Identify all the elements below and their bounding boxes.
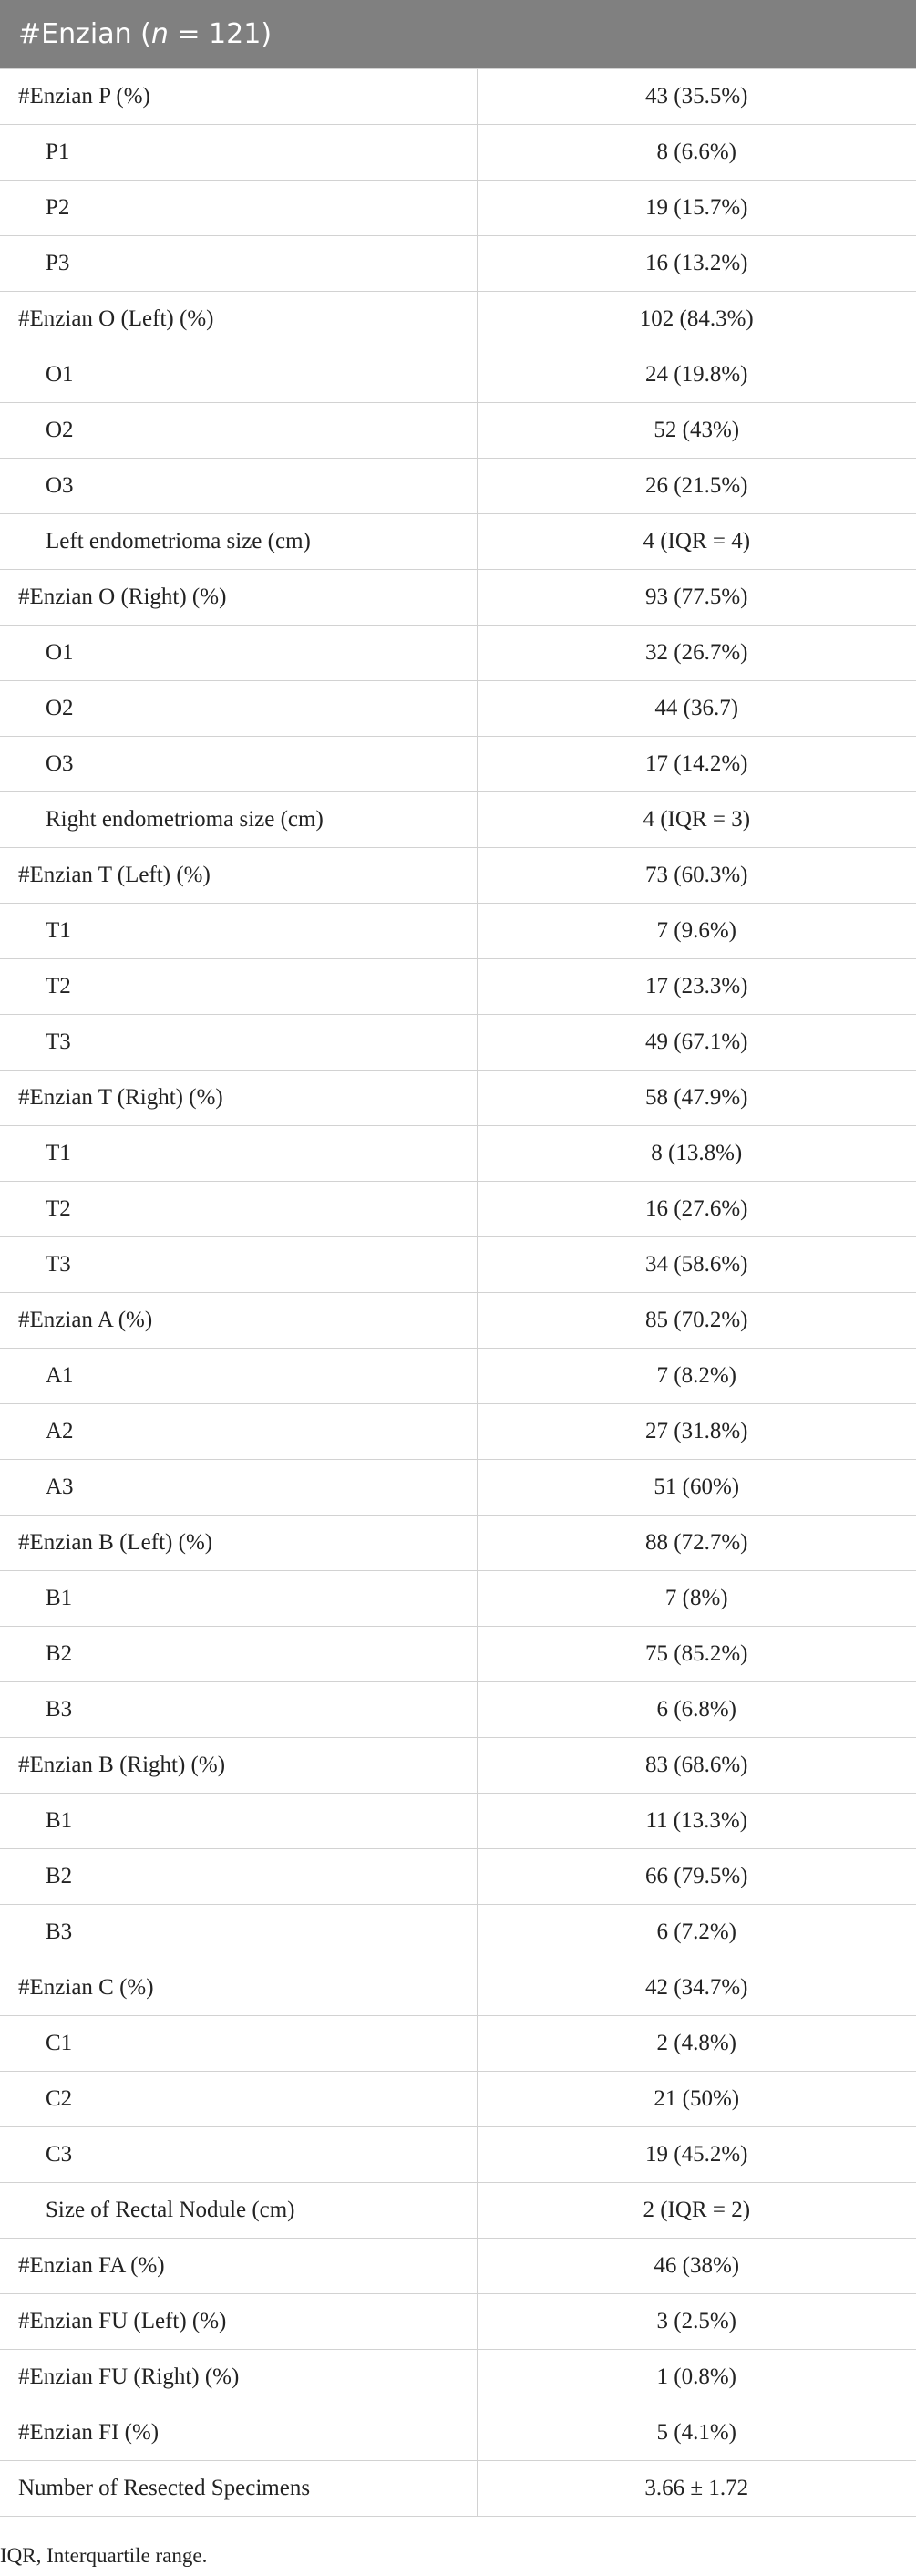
table-row: [0, 1738, 916, 1794]
header-n-label: n: [150, 18, 169, 50]
row-label: #Enzian FI (%): [0, 2405, 477, 2461]
row-label: #Enzian P (%): [0, 69, 477, 125]
row-value: 1 (0.8%): [477, 2350, 916, 2405]
table-row: [0, 570, 916, 626]
row-label: A2: [0, 1404, 477, 1460]
row-value: 16 (27.6%): [477, 1182, 916, 1237]
table-row: [0, 2183, 916, 2239]
row-label: B1: [0, 1794, 477, 1849]
row-label: Size of Rectal Nodule (cm): [0, 2183, 477, 2239]
table-row: [0, 626, 916, 681]
row-value: 4 (IQR = 3): [477, 792, 916, 848]
table-row: [0, 2461, 916, 2517]
row-label: T1: [0, 904, 477, 959]
row-value: 75 (85.2%): [477, 1627, 916, 1682]
row-label: O3: [0, 459, 477, 514]
row-value: 85 (70.2%): [477, 1293, 916, 1349]
row-label: T2: [0, 1182, 477, 1237]
row-label: #Enzian C (%): [0, 1960, 477, 2016]
table-row: [0, 181, 916, 236]
row-value: 51 (60%): [477, 1460, 916, 1516]
row-label: T1: [0, 1126, 477, 1182]
row-label: O2: [0, 403, 477, 459]
row-value: 17 (14.2%): [477, 737, 916, 792]
row-label: O1: [0, 347, 477, 403]
row-value: 19 (45.2%): [477, 2127, 916, 2183]
row-label: T3: [0, 1015, 477, 1071]
row-value: 11 (13.3%): [477, 1794, 916, 1849]
table-row: [0, 792, 916, 848]
row-label: O3: [0, 737, 477, 792]
table-row: [0, 1571, 916, 1627]
row-value: 17 (23.3%): [477, 959, 916, 1015]
row-label: B2: [0, 1849, 477, 1905]
row-value: 102 (84.3%): [477, 292, 916, 347]
table-row: [0, 848, 916, 904]
row-label: #Enzian B (Left) (%): [0, 1516, 477, 1571]
table-row: [0, 2350, 916, 2405]
row-value: 32 (26.7%): [477, 626, 916, 681]
row-value: 7 (9.6%): [477, 904, 916, 959]
table-row: [0, 2127, 916, 2183]
table-row: [0, 1905, 916, 1960]
row-value: 2 (IQR = 2): [477, 2183, 916, 2239]
row-value: 34 (58.6%): [477, 1237, 916, 1293]
row-label: C3: [0, 2127, 477, 2183]
row-value: 8 (13.8%): [477, 1126, 916, 1182]
row-label: #Enzian T (Right) (%): [0, 1071, 477, 1126]
table-row: [0, 292, 916, 347]
row-label: O1: [0, 626, 477, 681]
table-row: [0, 1126, 916, 1182]
table-row: [0, 347, 916, 403]
row-value: 5 (4.1%): [477, 2405, 916, 2461]
row-value: 6 (6.8%): [477, 1682, 916, 1738]
row-value: 4 (IQR = 4): [477, 514, 916, 570]
row-label: T3: [0, 1237, 477, 1293]
row-value: 19 (15.7%): [477, 181, 916, 236]
table-row: [0, 2405, 916, 2461]
table-body: [0, 69, 916, 2517]
row-label: P2: [0, 181, 477, 236]
row-value: 8 (6.6%): [477, 125, 916, 181]
table-row: [0, 959, 916, 1015]
row-label: P1: [0, 125, 477, 181]
header-prefix: #Enzian (: [18, 18, 151, 50]
table-row: [0, 1349, 916, 1404]
row-value: 44 (36.7): [477, 681, 916, 737]
row-value: 66 (79.5%): [477, 1849, 916, 1905]
row-value: 3 (2.5%): [477, 2294, 916, 2350]
row-label: B3: [0, 1905, 477, 1960]
row-label: C2: [0, 2072, 477, 2127]
table-row: [0, 1794, 916, 1849]
table-row: [0, 1071, 916, 1126]
table-row: [0, 1015, 916, 1071]
row-label: C1: [0, 2016, 477, 2072]
row-value: 6 (7.2%): [477, 1905, 916, 1960]
row-label: B3: [0, 1682, 477, 1738]
table-row: [0, 1293, 916, 1349]
table-row: [0, 69, 916, 125]
row-label: #Enzian FU (Left) (%): [0, 2294, 477, 2350]
row-value: 24 (19.8%): [477, 347, 916, 403]
row-value: 26 (21.5%): [477, 459, 916, 514]
row-value: 52 (43%): [477, 403, 916, 459]
row-label: Right endometrioma size (cm): [0, 792, 477, 848]
row-value: 21 (50%): [477, 2072, 916, 2127]
table-row: [0, 1404, 916, 1460]
row-value: 43 (35.5%): [477, 69, 916, 125]
row-value: 46 (38%): [477, 2239, 916, 2294]
row-label: A3: [0, 1460, 477, 1516]
table-header-row: [0, 0, 916, 69]
row-label: #Enzian FU (Right) (%): [0, 2350, 477, 2405]
table-row: [0, 1460, 916, 1516]
row-value: 16 (13.2%): [477, 236, 916, 292]
table-row: [0, 459, 916, 514]
table-row: [0, 514, 916, 570]
row-label: #Enzian O (Right) (%): [0, 570, 477, 626]
row-value: 73 (60.3%): [477, 848, 916, 904]
row-value: 83 (68.6%): [477, 1738, 916, 1794]
table-row: [0, 1516, 916, 1571]
table-row: [0, 2016, 916, 2072]
row-value: 7 (8.2%): [477, 1349, 916, 1404]
table-row: [0, 904, 916, 959]
table-row: [0, 236, 916, 292]
header-suffix: = 121): [168, 18, 273, 50]
table-row: [0, 1182, 916, 1237]
table-header: [0, 0, 916, 69]
row-value: 7 (8%): [477, 1571, 916, 1627]
row-label: #Enzian T (Left) (%): [0, 848, 477, 904]
row-value: 42 (34.7%): [477, 1960, 916, 2016]
row-label: #Enzian A (%): [0, 1293, 477, 1349]
row-label: Left endometrioma size (cm): [0, 514, 477, 570]
row-value: 27 (31.8%): [477, 1404, 916, 1460]
table-row: [0, 681, 916, 737]
row-label: #Enzian B (Right) (%): [0, 1738, 477, 1794]
table-row: [0, 737, 916, 792]
row-label: Number of Resected Specimens: [0, 2461, 477, 2517]
table-row: [0, 125, 916, 181]
row-label: #Enzian FA (%): [0, 2239, 477, 2294]
row-label: B2: [0, 1627, 477, 1682]
row-value: 88 (72.7%): [477, 1516, 916, 1571]
table-row: [0, 2072, 916, 2127]
row-label: P3: [0, 236, 477, 292]
row-label: T2: [0, 959, 477, 1015]
table-row: [0, 2294, 916, 2350]
table-footnote: IQR, Interquartile range.: [0, 2544, 208, 2567]
table-row: [0, 2239, 916, 2294]
table-row: [0, 1627, 916, 1682]
row-value: 58 (47.9%): [477, 1071, 916, 1126]
row-label: A1: [0, 1349, 477, 1404]
row-value: 93 (77.5%): [477, 570, 916, 626]
row-label: B1: [0, 1571, 477, 1627]
table-row: [0, 1682, 916, 1738]
table-row: [0, 1237, 916, 1293]
row-value: 3.66 ± 1.72: [477, 2461, 916, 2517]
table-row: [0, 403, 916, 459]
table-row: [0, 1960, 916, 2016]
row-value: 2 (4.8%): [477, 2016, 916, 2072]
row-label: #Enzian O (Left) (%): [0, 292, 477, 347]
row-value: 49 (67.1%): [477, 1015, 916, 1071]
row-label: O2: [0, 681, 477, 737]
table-row: [0, 1849, 916, 1905]
